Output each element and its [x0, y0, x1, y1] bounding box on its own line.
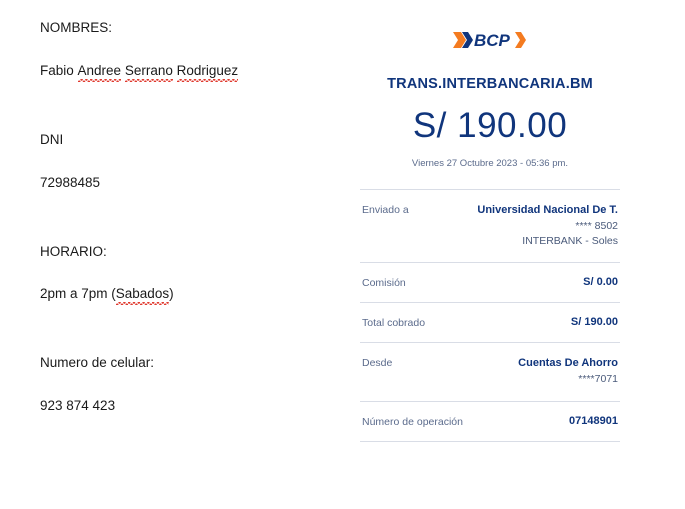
spacer — [40, 264, 340, 286]
spacer — [40, 307, 340, 333]
row-value-main: 07148901 — [569, 414, 618, 427]
row-value-bank: INTERBANK - Soles — [522, 235, 618, 248]
horario-label: HORARIO: — [40, 243, 107, 259]
spacer — [40, 222, 340, 244]
name-part-fourth: Rodriguez — [176, 62, 239, 78]
row-value-main: Cuentas De Ahorro — [518, 357, 618, 370]
celular-value: 923 874 423 — [40, 398, 116, 414]
row-label: Enviado a — [362, 204, 409, 216]
row-value-main: S/ 190.00 — [570, 316, 618, 329]
row-values — [463, 415, 618, 427]
bcp-logo — [360, 30, 620, 54]
receipt-amount: S/ 190.00 — [412, 106, 568, 145]
receipt-row-enviado-a — [360, 190, 620, 263]
spacer — [40, 196, 340, 222]
receipt-title: TRANS.INTERBANCARIA.BM — [387, 76, 593, 92]
name-part-first: Fabio — [40, 62, 78, 78]
horario-value — [40, 286, 340, 303]
row-label: Total cobrado — [362, 317, 426, 330]
spacer — [40, 41, 340, 63]
spacer — [40, 376, 340, 398]
row-value-account: **** 8502 — [575, 219, 618, 232]
nombres-label: NOMBRES: — [40, 20, 113, 35]
notes-block — [40, 20, 340, 419]
receipt-row-numero-operacion — [360, 402, 620, 442]
name-part-second: Andree — [77, 62, 122, 78]
row-values — [406, 276, 618, 288]
row-label: Desde — [362, 357, 393, 370]
spacer — [40, 84, 340, 110]
row-values — [425, 316, 618, 328]
receipt-row-desde — [360, 343, 620, 401]
spacer — [40, 110, 340, 132]
row-value-main: S/ 0.00 — [583, 276, 618, 289]
horario-day: Sabados — [115, 286, 170, 302]
receipt-row-total-cobrado — [360, 303, 620, 343]
dni-label: DNI — [40, 131, 64, 147]
horario-prefix: 2pm a 7pm ( — [40, 286, 116, 302]
nombres-value — [40, 63, 340, 80]
transfer-receipt — [360, 30, 620, 442]
svg-text:BCP: BCP — [474, 31, 510, 50]
row-label: Número de operación — [362, 415, 463, 428]
receipt-rows — [360, 189, 620, 442]
row-label: Comisión — [362, 277, 406, 290]
name-part-third: Serrano — [124, 62, 173, 78]
receipt-row-comision — [360, 263, 620, 303]
horario-suffix: ) — [169, 286, 174, 302]
row-values — [392, 356, 618, 387]
celular-label: Numero de celular: — [40, 355, 155, 371]
row-value-main: Universidad Nacional De T. — [477, 204, 618, 216]
spacer — [40, 333, 340, 355]
spacer — [40, 153, 340, 175]
row-values — [409, 203, 618, 249]
receipt-date: Viernes 27 Octubre 2023 - 05:36 pm. — [411, 158, 569, 169]
row-value-account: ****7071 — [578, 373, 618, 386]
dni-value: 72988485 — [40, 174, 101, 190]
